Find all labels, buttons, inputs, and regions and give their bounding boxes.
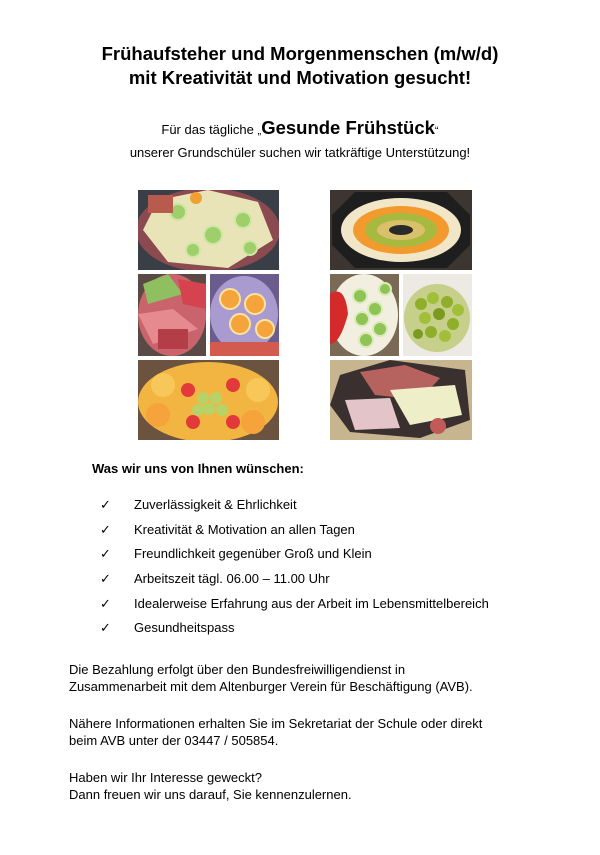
info-line-2: beim AVB unter der 03447 / 505854. <box>69 733 279 748</box>
wishes-heading: Was wir uns von Ihnen wünschen: <box>92 461 304 476</box>
photo-cheese-cucumber-platter <box>138 190 279 270</box>
close-quote: “ <box>434 125 439 137</box>
check-icon: ✓ <box>100 521 111 537</box>
list-item <box>100 521 489 546</box>
check-icon: ✓ <box>100 620 111 636</box>
list-item-text: Idealerweise Erfahrung aus der Arbeit im Lebensmittelbereich <box>134 595 489 611</box>
photo-fruit-grapes-strawberries <box>138 360 279 440</box>
payment-line-1: Die Bezahlung erfolgt über den Bundesfreiwilligendienst in <box>69 662 406 677</box>
photo-pepper-cucumber-platter <box>330 274 399 356</box>
list-item <box>100 496 489 521</box>
check-icon: ✓ <box>100 546 111 562</box>
photo-cold-cuts-cheese-platter <box>330 360 472 440</box>
photo-fruit-wreath-platter <box>330 190 472 270</box>
photo-ham-melon-platter <box>138 274 206 356</box>
check-icon: ✓ <box>100 595 111 611</box>
list-item-text: Arbeitszeit tägl. 06.00 – 11.00 Uhr <box>134 571 330 587</box>
photo-green-grapes-bowl <box>403 274 472 356</box>
intro-highlight: Gesunde Frühstück <box>261 117 435 138</box>
intro-line-2: unserer Grundschüler suchen wir tatkräftige Unterstützung! <box>129 145 471 160</box>
info-line-1: Nähere Informationen erhalten Sie im Sekretariat der Schule oder direkt <box>69 716 483 731</box>
page-title <box>0 42 600 90</box>
title-line-1: Frühaufsteher und Morgenmenschen (m/w/d) <box>101 43 499 64</box>
list-item <box>100 595 489 620</box>
photo-orange-slices-platter <box>210 274 279 356</box>
payment-line-2: Zusammenarbeit mit dem Altenburger Verein für Beschäftigung (AVB). <box>69 679 473 694</box>
payment-paragraph <box>69 661 549 695</box>
list-item-text: Freundlichkeit gegenüber Groß und Klein <box>134 546 372 562</box>
list-item <box>100 545 489 570</box>
info-paragraph <box>69 715 549 749</box>
closing-line-2: Dann freuen wir uns darauf, Sie kennenzulernen. <box>69 787 352 802</box>
list-item-text: Kreativität & Motivation an allen Tagen <box>134 521 355 537</box>
intro-line-1 <box>0 117 600 142</box>
open-quote: „ <box>257 125 262 137</box>
intro-prefix: Für das tägliche <box>161 122 254 137</box>
check-icon: ✓ <box>100 497 111 512</box>
closing-paragraph <box>69 769 549 803</box>
wishes-list <box>100 496 489 644</box>
check-icon: ✓ <box>100 571 111 587</box>
list-item-text: Zuverlässigkeit & Ehrlichkeit <box>134 497 297 512</box>
closing-line-1: Haben wir Ihr Interesse geweckt? <box>69 770 262 785</box>
list-item <box>100 619 489 644</box>
intro <box>0 117 600 164</box>
title-line-2: mit Kreativität und Motivation gesucht! <box>128 67 472 88</box>
list-item <box>100 570 489 595</box>
list-item-text: Gesundheitspass <box>134 620 235 636</box>
